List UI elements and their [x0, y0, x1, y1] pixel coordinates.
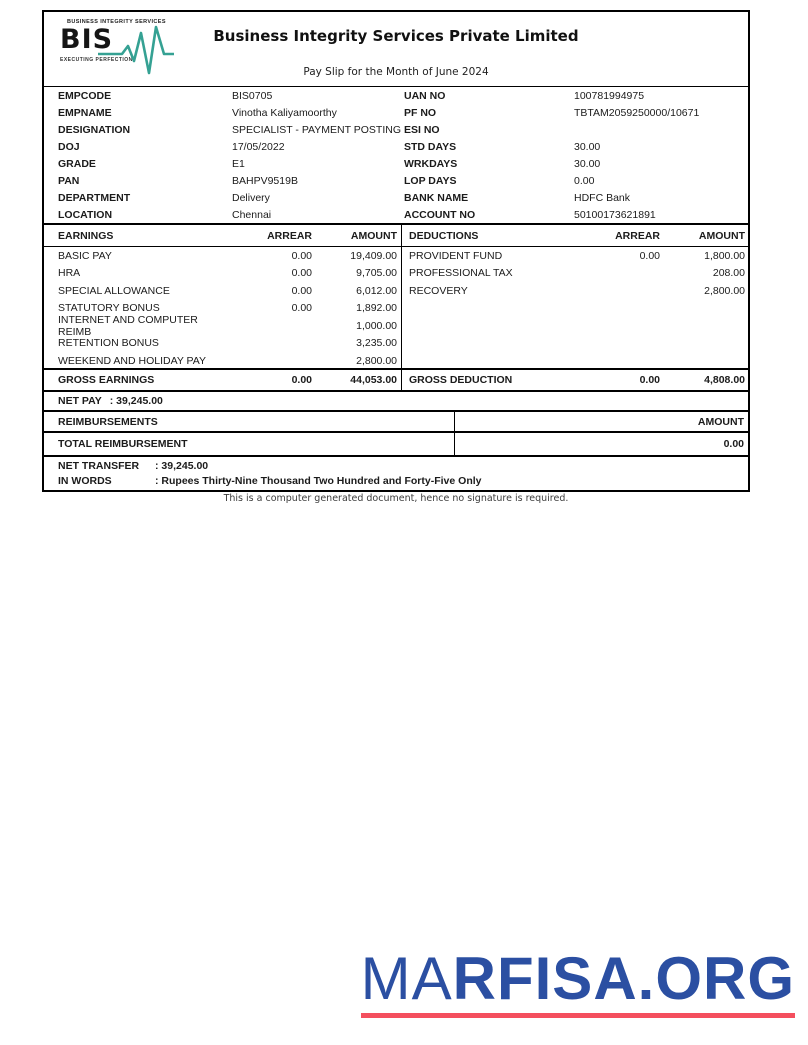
total-reimbursement-amount: 0.00 — [723, 438, 744, 450]
detail-row-pfno — [404, 104, 748, 121]
gross-row — [44, 370, 748, 392]
detail-label: DESIGNATION — [58, 123, 131, 136]
earning-row — [58, 352, 397, 370]
detail-row-wrkdays — [404, 155, 748, 172]
earnings-arrear-header: ARREAR — [267, 229, 312, 242]
detail-row-lopdays — [404, 172, 748, 189]
earnings-amount-header: AMOUNT — [350, 229, 397, 242]
deductions-rows — [402, 247, 748, 368]
detail-label: PF NO — [404, 106, 437, 119]
detail-value: 30.00 — [574, 157, 601, 170]
detail-label: LOCATION — [58, 208, 113, 221]
gross-earnings — [44, 370, 402, 390]
detail-value: 0.00 — [574, 174, 595, 187]
earning-label: INTERNET AND COMPUTER REIMB — [58, 313, 198, 338]
detail-row-location — [58, 206, 403, 223]
earnings-deductions-body — [44, 247, 748, 370]
deduction-arrear: 0.00 — [639, 249, 660, 262]
detail-value: Vinotha Kaliyamoorthy — [232, 106, 337, 119]
marfisa-watermark-text — [360, 945, 795, 1012]
detail-value: 30.00 — [574, 140, 601, 153]
company-name: Business Integrity Services Private Limited — [213, 27, 579, 45]
bis-logo-top-text: BUSINESS INTEGRITY SERVICES — [67, 19, 166, 25]
earning-arrear: 0.00 — [291, 249, 312, 262]
detail-row-doj — [58, 138, 403, 155]
detail-row-empname — [58, 104, 403, 121]
bis-logo — [60, 19, 172, 81]
detail-label: DOJ — [58, 140, 80, 153]
earning-row — [58, 313, 397, 338]
marfisa-watermark — [360, 945, 795, 1018]
detail-row-bankname — [404, 189, 748, 206]
detail-label: DEPARTMENT — [58, 191, 131, 204]
earning-row — [58, 335, 397, 353]
gross-earnings-amount: 44,053.00 — [350, 374, 397, 386]
earnings-title: EARNINGS — [58, 229, 114, 242]
detail-row-department — [58, 189, 403, 206]
detail-label: ESI NO — [404, 123, 440, 136]
earning-row — [58, 265, 397, 283]
earning-amount: 1,000.00 — [356, 319, 397, 332]
deductions-arrear-header: ARREAR — [615, 229, 660, 242]
earning-label: BASIC PAY — [58, 249, 112, 262]
earning-amount: 6,012.00 — [356, 284, 397, 297]
detail-label: LOP DAYS — [404, 174, 457, 187]
detail-label: BANK NAME — [404, 191, 469, 204]
employee-details-section — [44, 87, 748, 225]
watermark-text-bold: RFISA.ORG — [452, 945, 795, 1012]
detail-value: TBTAM2059250000/10671 — [574, 106, 700, 119]
earning-amount: 3,235.00 — [356, 337, 397, 350]
total-reimbursement-row — [44, 433, 748, 457]
reimbursements-title: REIMBURSEMENTS — [44, 412, 455, 431]
earning-row — [58, 247, 397, 265]
detail-value: BAHPV9519B — [232, 174, 298, 187]
detail-label: ACCOUNT NO — [404, 208, 476, 221]
heartbeat-pulse-icon — [98, 21, 174, 79]
earning-label: WEEKEND AND HOLIDAY PAY — [58, 354, 207, 367]
detail-label: GRADE — [58, 157, 96, 170]
deduction-amount: 2,800.00 — [704, 284, 745, 297]
net-transfer-section — [44, 457, 748, 490]
bis-logo-main-text: BIS — [60, 24, 114, 55]
earning-amount: 2,800.00 — [356, 354, 397, 367]
gross-deduction-amount: 4,808.00 — [704, 374, 745, 386]
earning-label: RETENTION BONUS — [58, 337, 159, 350]
detail-label: EMPCODE — [58, 89, 112, 102]
detail-label: UAN NO — [404, 89, 446, 102]
detail-row-esino — [404, 121, 748, 138]
earning-arrear: 0.00 — [291, 267, 312, 280]
detail-value: Delivery — [232, 191, 270, 204]
detail-value: SPECIALIST - PAYMENT POSTING — [232, 123, 402, 136]
detail-value: BIS0705 — [232, 89, 273, 102]
detail-row-pan — [58, 172, 403, 189]
detail-label: PAN — [58, 174, 80, 187]
detail-value: 100781994975 — [574, 89, 645, 102]
net-pay-row — [44, 392, 748, 412]
earning-label: STATUTORY BONUS — [58, 302, 160, 315]
earnings-deductions-header — [44, 225, 748, 247]
deductions-title: DEDUCTIONS — [409, 229, 479, 242]
earning-amount: 1,892.00 — [356, 302, 397, 315]
earning-arrear: 0.00 — [291, 284, 312, 297]
earning-label: HRA — [58, 267, 81, 280]
deductions-amount-header: AMOUNT — [698, 229, 745, 242]
earning-amount: 19,409.00 — [350, 249, 397, 262]
detail-row-accountno — [404, 206, 748, 223]
employee-details-right — [403, 87, 748, 223]
detail-value: HDFC Bank — [574, 191, 631, 204]
net-pay-value: : 39,245.00 — [109, 395, 163, 407]
deduction-row — [409, 282, 745, 300]
total-reimbursement-label: TOTAL REIMBURSEMENT — [44, 433, 455, 455]
net-pay-label: NET PAY — [58, 395, 102, 407]
deduction-label: RECOVERY — [409, 284, 468, 297]
net-transfer-value: : 39,245.00 — [155, 460, 209, 472]
payslip-header — [44, 12, 748, 87]
payslip-month-title: Pay Slip for the Month of June 2024 — [303, 66, 489, 78]
deduction-amount: 1,800.00 — [704, 249, 745, 262]
net-transfer-row — [58, 460, 748, 472]
computer-generated-note: This is a computer generated document, hence no signature is required. — [223, 493, 569, 504]
reimbursements-header — [44, 412, 748, 433]
earnings-rows — [44, 247, 402, 368]
deduction-label: PROVIDENT FUND — [409, 249, 503, 262]
detail-row-designation — [58, 121, 403, 138]
detail-row-uan — [404, 87, 748, 104]
earning-label: SPECIAL ALLOWANCE — [58, 284, 170, 297]
earning-arrear: 0.00 — [291, 302, 312, 315]
gross-deduction-label: GROSS DEDUCTION — [409, 374, 513, 386]
deduction-row — [409, 247, 745, 265]
watermark-underline — [361, 1013, 795, 1018]
detail-row-grade — [58, 155, 403, 172]
detail-value: 17/05/2022 — [232, 140, 285, 153]
detail-value: E1 — [232, 157, 245, 170]
deduction-label: PROFESSIONAL TAX — [409, 267, 513, 280]
detail-label: EMPNAME — [58, 106, 112, 119]
detail-row-empcode — [58, 87, 403, 104]
bis-logo-bottom-text: EXECUTING PERFECTION — [60, 57, 133, 63]
watermark-text-light: MA — [360, 945, 453, 1012]
in-words-row — [58, 475, 748, 487]
earning-amount: 9,705.00 — [356, 267, 397, 280]
earnings-header — [44, 225, 402, 246]
gross-earnings-label: GROSS EARNINGS — [58, 374, 155, 386]
reimbursements-amount-header: AMOUNT — [697, 415, 744, 428]
deduction-row — [409, 265, 745, 283]
gross-deduction — [402, 370, 748, 390]
detail-value: Chennai — [232, 208, 272, 221]
deductions-header — [402, 225, 748, 246]
gross-deduction-arrear: 0.00 — [639, 374, 660, 386]
in-words-label: IN WORDS — [58, 475, 112, 487]
detail-value: 50100173621891 — [574, 208, 656, 221]
net-transfer-label: NET TRANSFER — [58, 460, 140, 472]
detail-row-stddays — [404, 138, 748, 155]
gross-earnings-arrear: 0.00 — [291, 374, 312, 386]
earning-row — [58, 282, 397, 300]
deduction-amount: 208.00 — [712, 267, 745, 280]
detail-label: STD DAYS — [404, 140, 457, 153]
payslip-document — [42, 10, 750, 492]
employee-details-left — [44, 87, 403, 223]
in-words-value: : Rupees Thirty-Nine Thousand Two Hundred and Forty-Five Only — [155, 475, 482, 487]
detail-label: WRKDAYS — [404, 157, 458, 170]
